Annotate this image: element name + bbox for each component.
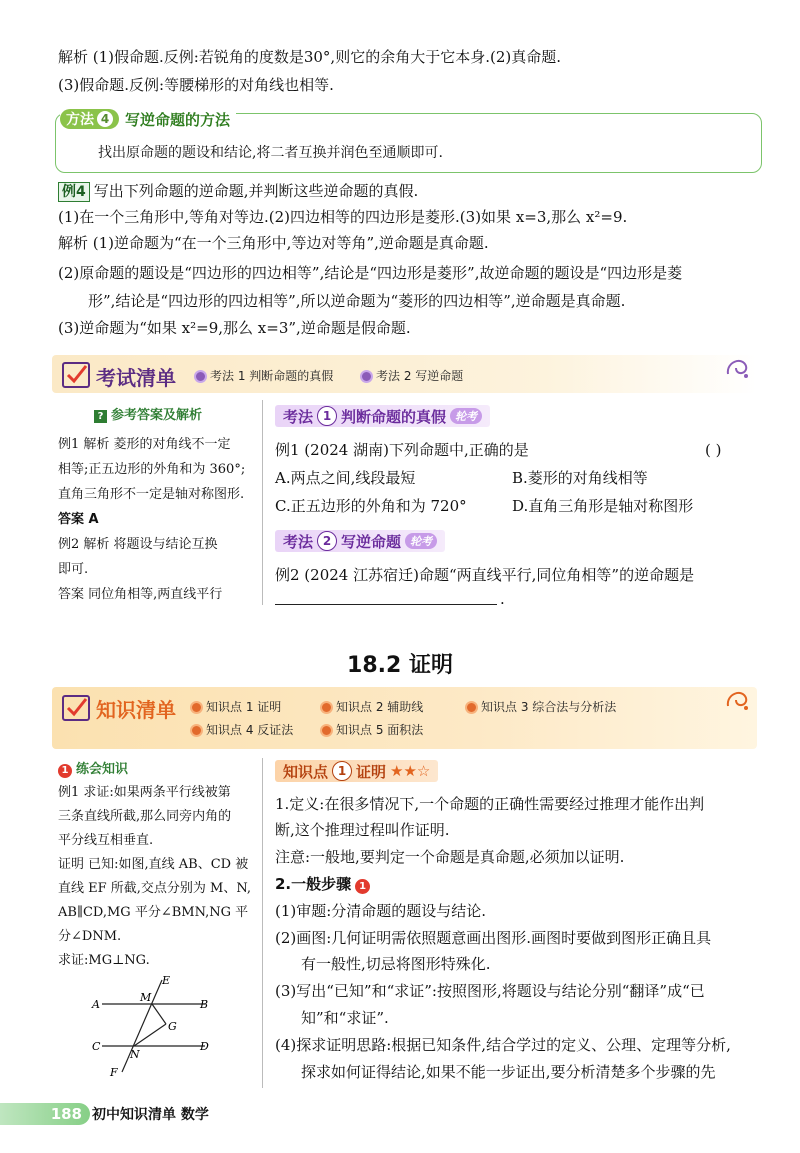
check-icon <box>62 695 90 721</box>
kp-chip-3[interactable]: 知识点 3 综合法与分析法 <box>465 698 616 715</box>
method-pill <box>60 109 119 129</box>
page-number-tab <box>0 1103 90 1125</box>
answer-blank[interactable] <box>275 604 497 605</box>
kaofa1-question: 例1 (2024 湖南)下列命题中,正确的是 <box>275 441 529 459</box>
column-divider <box>262 400 263 605</box>
label-c: C <box>92 1040 101 1053</box>
page-number: 188 <box>50 1105 82 1123</box>
practice-line-3: 平分线互相垂直. <box>58 833 154 848</box>
kp-chip-5[interactable]: 知识点 5 面积法 <box>320 721 423 738</box>
option-d: D.直角三角形是轴对称图形 <box>512 497 694 515</box>
dot-icon <box>465 701 478 714</box>
answer-line-7: 答案 同位角相等,两直线平行 <box>58 587 223 602</box>
kp-chip-4[interactable]: 知识点 4 反证法 <box>190 721 293 738</box>
num-1-icon: 1 <box>355 879 370 894</box>
practice-line-2: 三条直线所截,那么同旁内角的 <box>58 809 232 824</box>
answer-line-1: 例1 解析 菱形的对角线不一定 <box>58 437 231 452</box>
answer-line-6: 即可. <box>58 562 89 577</box>
parallel-lines-figure <box>80 972 230 1082</box>
practice-line-7: 分∠DNM. <box>58 929 122 944</box>
method-num: 4 <box>97 111 113 127</box>
practice-line-5: 直线 EF 所截,交点分别为 M、N, <box>58 881 252 896</box>
answer-line-4: 答案 A <box>58 512 99 527</box>
practice-line-4: 证明 已知:如图,直线 AB、CD 被 <box>58 857 249 872</box>
answer-paren[interactable]: ( ) <box>705 441 722 459</box>
example4-answer-1: 解析 (1)逆命题为“在一个三角形中,等边对等角”,逆命题是真命题. <box>58 234 489 252</box>
label-f: F <box>110 1066 118 1079</box>
method-label: 方法 <box>66 112 94 128</box>
kp1-line-1: 1.定义:在很多情况下,一个命题的正确性需要经过推理才能作出判 <box>275 795 705 813</box>
kp1-line-5: (1)审题:分清命题的题设与结论. <box>275 902 487 920</box>
exam-chip-2: 考法 2 写逆命题 <box>360 367 463 384</box>
label-n: N <box>130 1048 140 1061</box>
exam-chip-1: 考法 1 判断命题的真假 <box>194 367 333 384</box>
kp-chip-1[interactable]: 知识点 1 证明 <box>190 698 281 715</box>
kp1-line-8: (3)写出“已知”和“求证”:按照图形,将题设与结论分别“翻译”成“已 <box>275 982 705 1000</box>
example4-tag: 例4 <box>58 182 90 202</box>
example4-answer-3: (3)逆命题为“如果 x²=9,那么 x=3”,逆命题是假命题. <box>58 319 411 337</box>
check-icon <box>62 362 90 388</box>
method-body: 找出原命题的题设和结论,将二者互换并润色至通顺即可. <box>98 145 443 161</box>
kp1-heading: 知识点 1 证明 ★★☆ <box>275 760 438 782</box>
example4-question <box>58 180 760 202</box>
kp1-line-7: 有一般性,切忌将图形特殊化. <box>301 955 491 973</box>
practice-line-6: AB∥CD,MG 平分∠BMN,NG 平 <box>58 905 249 920</box>
label-b: B <box>200 998 209 1011</box>
answers-title: ? 参考答案及解析 <box>94 404 202 423</box>
label-g: G <box>168 1020 177 1033</box>
practice-line-1: 例1 求证:如果两条平行线被第 <box>58 785 231 800</box>
kaofa2-question: 例2 (2024 江苏宿迁)命题“两直线平行,同位角相等”的逆命题是 <box>275 566 695 584</box>
key-icon: ? <box>94 410 107 423</box>
practice-title: 1 练会知识 <box>58 758 128 778</box>
dot-icon <box>320 701 333 714</box>
solution-line-1: 解析 (1)假命题.反例:若锐角的度数是30°,则它的余角大于它本身.(2)真命题. <box>58 48 561 66</box>
answer-blank-end: . <box>500 590 505 608</box>
kp1-line-4: 2.一般步骤 1 <box>275 872 370 896</box>
option-b: B.菱形的对角线相等 <box>512 469 648 487</box>
exam-banner-title: 考试清单 <box>96 366 176 390</box>
kp1-line-6: (2)画图:几何证明需依照题意画出图形.画图时要做到图形正确且具 <box>275 929 712 947</box>
kp1-line-11: 探求如何证得结论,如果不能一步证出,要分析清楚多个步骤的先 <box>301 1063 716 1081</box>
dot-icon <box>190 701 203 714</box>
example4-q: 写出下列命题的逆命题,并判断这些逆命题的真假. <box>93 182 419 200</box>
example4-answer-2a: (2)原命题的题设是“四边形的四边相等”,结论是“四边形是菱形”,故逆命题的题设是“四边形是菱 <box>58 264 683 282</box>
kp1-line-2: 断,这个推理过程叫作证明. <box>275 821 450 839</box>
stars-icon: ★★☆ <box>390 762 431 780</box>
num-1-icon: 1 <box>58 764 72 778</box>
kp1-line-9: 知”和“求证”. <box>301 1009 389 1027</box>
example4-items: (1)在一个三角形中,等角对等边.(2)四边相等的四边形是菱形.(3)如果 x=3,那么 x²=9. <box>58 208 628 226</box>
label-m: M <box>140 991 152 1004</box>
swirl-icon <box>722 352 752 386</box>
section-title: 18.2 证明 <box>347 653 453 678</box>
dot-icon <box>360 370 373 383</box>
dot-icon <box>194 370 207 383</box>
kaofa1-heading: 考法 1 判断命题的真假 轮考 <box>275 405 490 427</box>
option-c: C.正五边形的外角和为 720° <box>275 497 467 515</box>
method-heading <box>60 108 236 130</box>
knowledge-banner-title: 知识清单 <box>96 698 176 722</box>
option-a: A.两点之间,线段最短 <box>275 469 416 487</box>
label-a: A <box>92 998 100 1011</box>
dot-icon <box>190 724 203 737</box>
example4-answer-2b: 形”,结论是“四边形的四边相等”,所以逆命题为“菱形的四边相等”,逆命题是真命题. <box>88 292 626 310</box>
kp-chip-2[interactable]: 知识点 2 辅助线 <box>320 698 423 715</box>
kp1-line-3: 注意:一般地,要判定一个命题是真命题,必须加以证明. <box>275 848 625 866</box>
practice-line-8: 求证:MG⊥NG. <box>58 953 150 968</box>
answer-line-5: 例2 解析 将题设与结论互换 <box>58 537 218 552</box>
answer-line-2: 相等;正五边形的外角和为 360°; <box>58 462 246 477</box>
footer-text: 初中知识清单 数学 <box>92 1107 209 1123</box>
method-title: 写逆命题的方法 <box>125 110 231 129</box>
column-divider <box>262 758 263 1088</box>
answer-line-3: 直角三角形不一定是轴对称图形. <box>58 487 245 502</box>
label-d: D <box>200 1040 209 1053</box>
kp1-line-10: (4)探求证明思路:根据已知条件,结合学过的定义、公理、定理等分析, <box>275 1036 731 1054</box>
label-e: E <box>162 974 171 987</box>
solution-line-2: (3)假命题.反例:等腰梯形的对角线也相等. <box>58 76 334 94</box>
dot-icon <box>320 724 333 737</box>
kaofa2-heading: 考法 2 写逆命题 轮考 <box>275 530 445 552</box>
swirl-icon <box>722 684 752 718</box>
